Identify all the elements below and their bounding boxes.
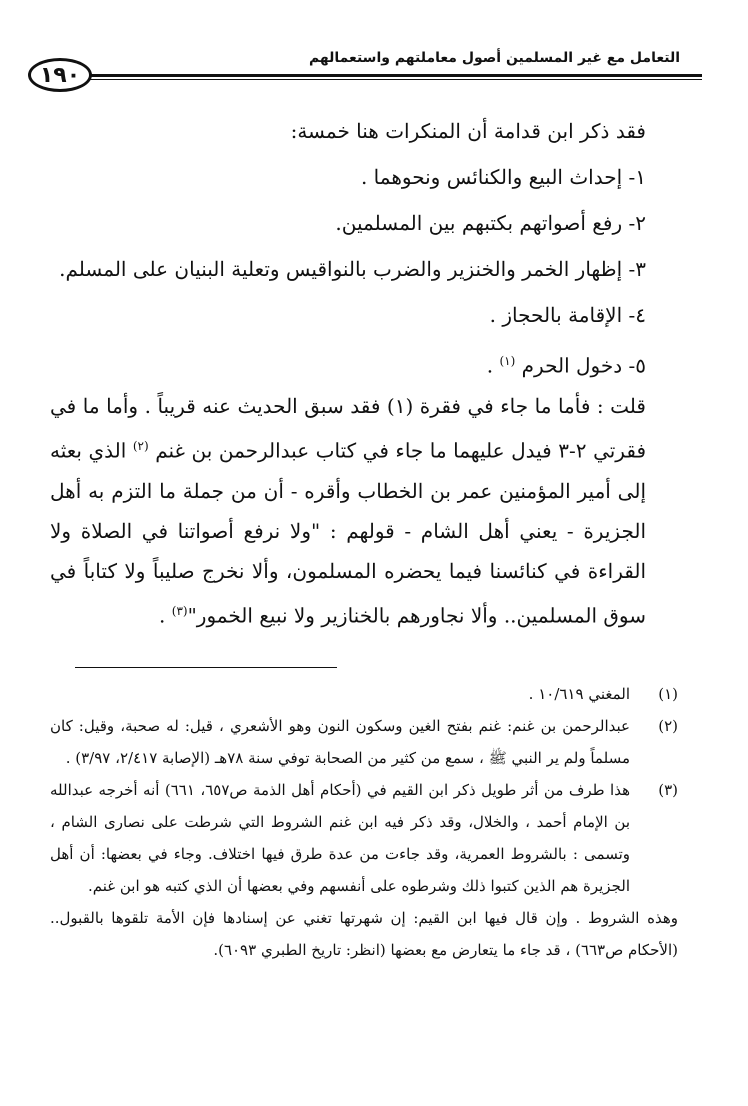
footnote-number: (٣): [658, 781, 678, 799]
running-title: التعامل مع غير المسلمين أصول معاملتهم واستعمالهم: [308, 50, 680, 66]
header-rule-thin: [84, 79, 702, 80]
footnote-continuation: وهذه الشروط . وإن قال فيها ابن القيم: إن شهرتها تغني عن إسنادها فإن الأمة تلقوها بالقبول.. (الأحكام ص٦٦٣) ، قد جاء ما يتعارض مع بعضها (انظر: تاريخ الطبري ٦٠٩٣).: [50, 909, 678, 959]
footnote: [50, 678, 678, 710]
footnote-ref[interactable]: (٢): [132, 439, 149, 453]
paragraph-text-1: قلت : فأما ما جاء في فقرة (١) فقد سبق الحديث عنه قريباً . وأما ما في فقرتي ٢-٣ فيدل عليهما ما جاء في كتاب عبدالرحمن بن غنم: [50, 394, 647, 463]
intro-line: فقد ذكر ابن قدامة أن المنكرات هنا خمسة:: [290, 119, 646, 143]
footnote-ref[interactable]: (١): [499, 354, 516, 368]
list-item: ٣- إظهار الخمر والخنزير والضرب بالنواقيس وتعلية البنيان على المسلم.: [59, 257, 646, 281]
footnote-ref[interactable]: (٣): [171, 603, 188, 618]
header-rule: [84, 74, 702, 77]
paragraph-text-2: الذي بعثه إلى أمير المؤمنين عمر بن الخطاب وأقره - أن من جملة ما التزم به أهل الجزيرة - يعني أهل الشام - قولهم : "ولا نرفع أصواتنا في الصلاة ولا القراءة في كنائسنا فيما يحضره المسلمون، وألا نخرج صليباً ولا كتاباً في سوق المسلمين.. وألا نجاورهم بالخنازير ولا نبيع الخمور": [50, 438, 646, 628]
list-item: ٤- الإقامة بالحجاز .: [489, 303, 646, 327]
page-header: [28, 38, 702, 98]
list-item: ٢- رفع أصواتهم بكتبهم بين المسلمين.: [335, 211, 646, 235]
list-item-text: ٥- دخول الحرم: [521, 353, 646, 378]
list-item: ٥- دخول الحرم $^{(١)}$ .: [486, 353, 646, 378]
footnote-text: عبدالرحمن بن غنم: غنم بفتح الغين وسكون النون وهو الأشعري ، قيل: له صحبة، وقيل: كان مسلماً ولم ير النبي ﷺ ، سمع من كثير من الصحابة توفي سنة ٧٨هـ (الإصابة ٢/٤١٧، ٣/٩٧) .: [50, 717, 630, 767]
footnote-separator: [75, 667, 337, 668]
footnote: [50, 774, 678, 902]
footnote-text: هذا طرف من أثر طويل ذكر ابن القيم في (أحكام أهل الذمة ص٦٥٧، ٦٦١) أنه أخرجه عبدالله بن الإمام أحمد ، والخلال، وقد ذكر فيه ابن غنم الشروط التي شرطت على نصارى الشام ، وتسمى : بالشروط العمرية، وقد جاءت من عدة طرق فيها اختلاف. وجاء في بعضها: أن أهل الجزيرة هم الذين كتبوا ذلك وشرطوه على أنفسهم وفي بعضها أن الذي كتبه هو ابن غنم.: [50, 781, 630, 895]
page-number: ١٩٠: [28, 58, 92, 92]
footnote: [50, 710, 678, 774]
footnote-text: المغني ١٠/٦١٩ .: [528, 685, 630, 703]
footnotes: [50, 678, 678, 966]
footnote-number: (٢): [658, 717, 678, 735]
list-item: ١- إحداث البيع والكنائس ونحوهما .: [360, 165, 646, 189]
paragraph-end: .: [159, 603, 166, 628]
commentary-paragraph: [50, 386, 646, 635]
footnote-number: (١): [658, 685, 678, 703]
main-text: [50, 108, 646, 389]
